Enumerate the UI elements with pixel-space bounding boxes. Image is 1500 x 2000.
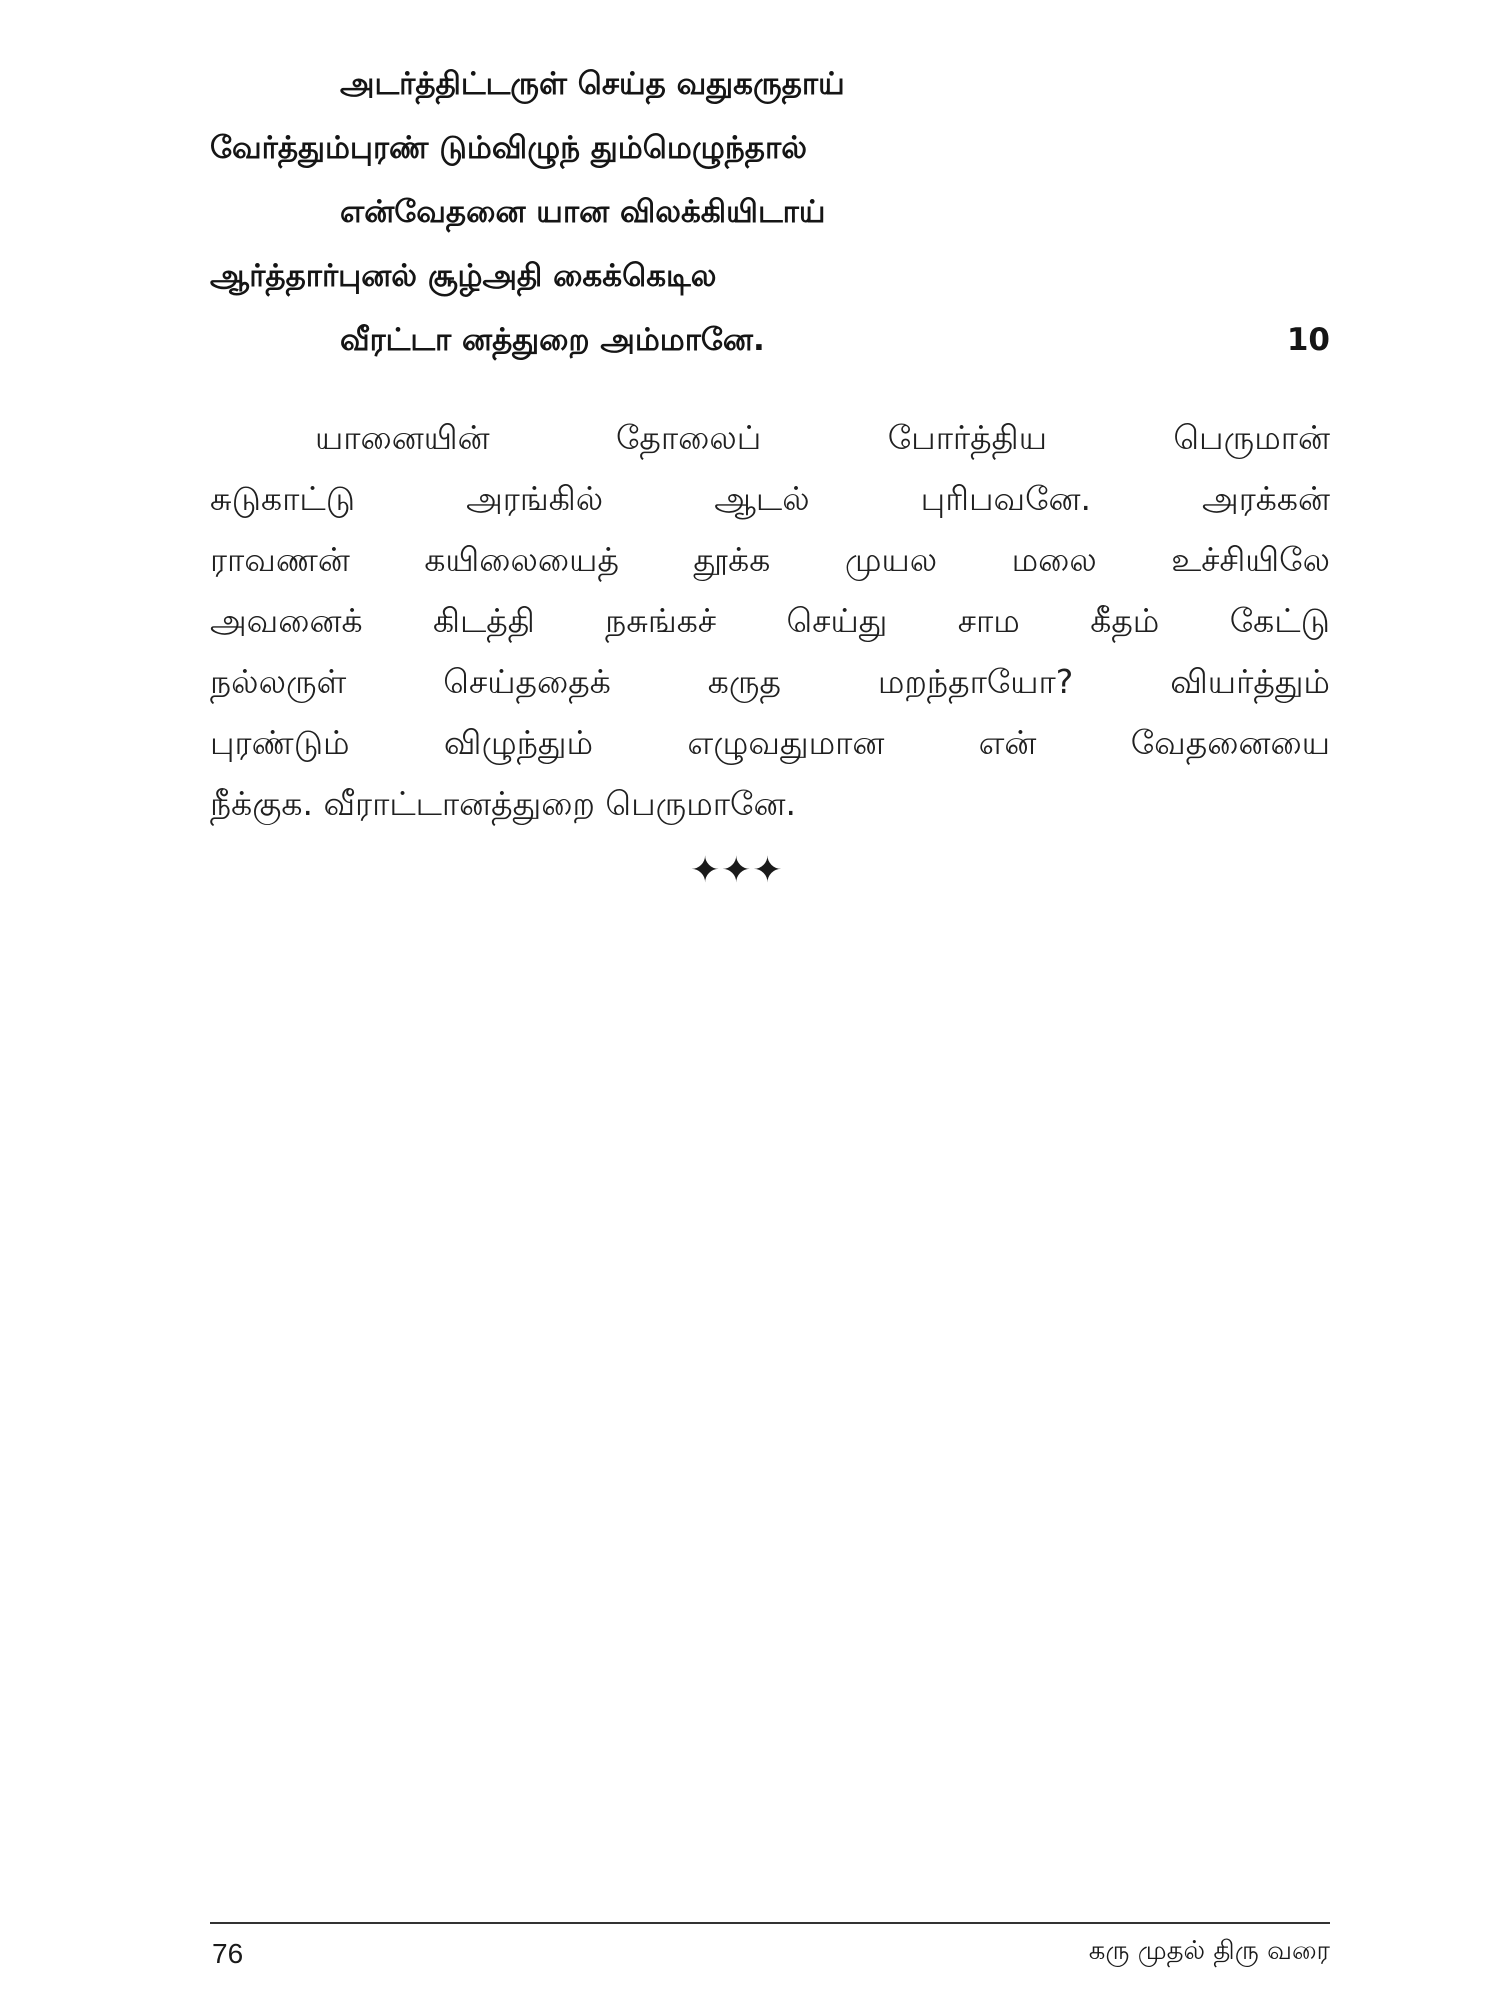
verse-line-5-row	[210, 308, 1330, 372]
verse-line-3: என்வேதனை யான விலக்கியிடாய்	[340, 194, 826, 230]
verse-line-1: அடர்த்திட்டருள் செய்த வதுகருதாய்	[340, 66, 845, 102]
footer-divider	[210, 1922, 1330, 1924]
prose-line-4: அவனைக் கிடத்தி நசுங்கச் செய்து சாம கீதம் கேட்டு	[210, 601, 1330, 640]
verse-line-2: வேர்த்தும்புரண் டும்விழுந் தும்மெழுந்தால்	[210, 130, 807, 166]
prose-paragraph	[210, 407, 1330, 834]
section-ornament: ✦✦✦	[690, 850, 784, 891]
running-title: கரு முதல் திரு வரை	[1088, 1936, 1330, 1966]
prose-line-2: சுடுகாட்டு அரங்கில் ஆடல் புரிபவனே. அரக்கன்	[210, 479, 1330, 518]
verse-block	[210, 52, 1330, 372]
page-number: 76	[212, 1938, 244, 1969]
prose-line-1: யானையின் தோலைப் போர்த்திய பெருமான்	[315, 418, 1330, 457]
prose-line-5: நல்லருள் செய்ததைக் கருத மறந்தாயோ? வியர்த்தும்	[210, 662, 1330, 701]
verse-line-4: ஆர்த்தார்புனல் சூழ்அதி கைக்கெடில	[210, 258, 717, 294]
prose-line-7: நீக்குக. வீராட்டானத்துறை பெருமானே.	[210, 784, 796, 823]
prose-line-3: ராவணன் கயிலையைத் தூக்க முயல மலை உச்சியிலே	[210, 540, 1330, 579]
verse-line-5: வீரட்டா னத்துறை அம்மானே.	[340, 322, 765, 358]
verse-number: 10	[1286, 322, 1330, 358]
prose-line-6: புரண்டும் விழுந்தும் எழுவதுமான என் வேதனையை	[210, 723, 1330, 762]
